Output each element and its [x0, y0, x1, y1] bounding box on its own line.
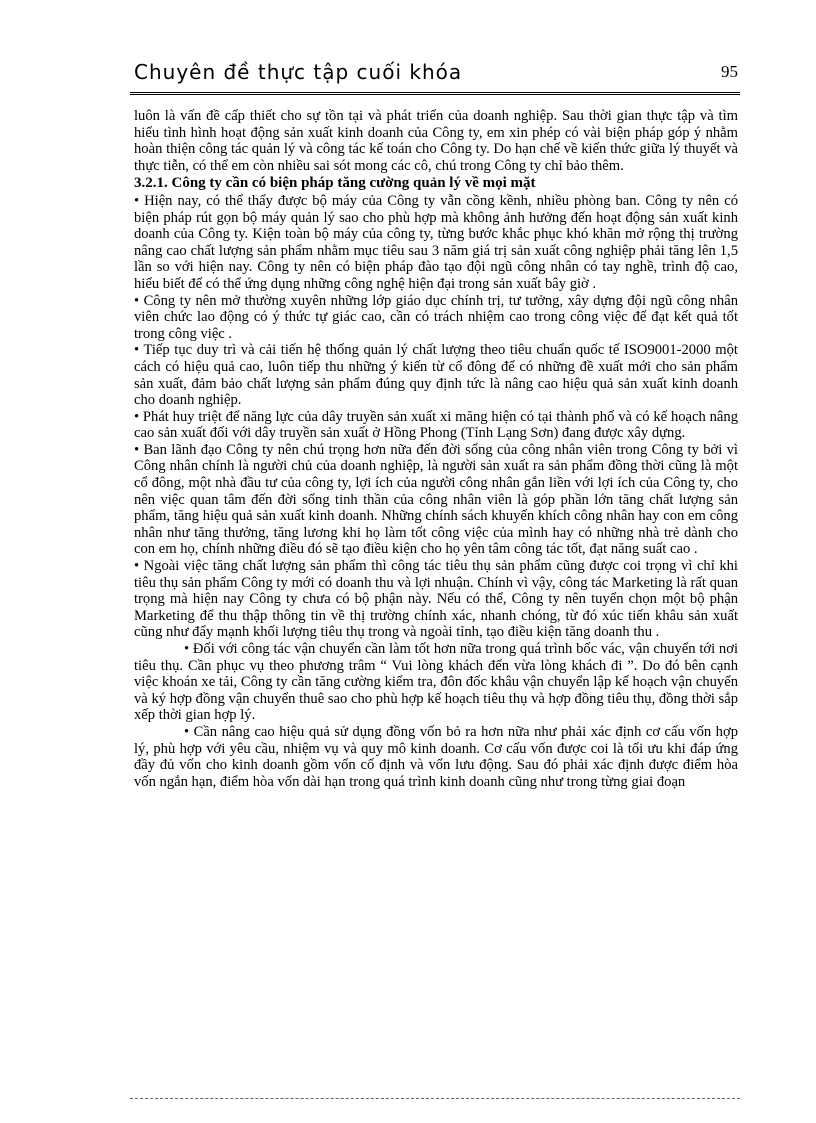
- bullet-paragraph: • Ban lãnh đạo Công ty nên chú trọng hơn nữa đến đời sống của công nhân viên trong Công ty bởi vì Công nhân chính là người chủ của doanh nghiệp, là người sản xuất ra sản phẩm đồng thời cũng là một cổ đông, một nhà đầu tư của công ty, lợi ích của người công nhân gắn liền với lợi ích của Công ty, cho nên việc quan tâm đến đời sống tinh thần của công nhân viên là góp phần lớn tăng chất lượng sản phẩm, tăng hiệu quả sản xuất kinh doanh. Những chính sách khuyến khích công nhân hay con em công nhân như tăng thưởng, tăng lương khi họ làm tốt công việc của mình hay có những nhà trẻ dành cho con em họ, chính những điều đó sẽ tạo điều kiện cho họ yên tâm công tác tốt, đạt năng suất cao .: [134, 441, 738, 558]
- indented-bullet-paragraph: • Đối với công tác vận chuyển cần làm tốt hơn nữa trong quá trình bốc vác, vận chuyển tới nơi tiêu thụ. Cần phục vụ theo phương trâm “ Vui lòng khách đến vừa lòng khách đi ”. Do đó bên cạnh việc khoán xe tải, Công ty cần tăng cường kiểm tra, đôn đốc khâu vận chuyển lập kế hoạch vận chuyển và ký hợp đồng vận chuyển thuê sao cho phù hợp kế hoạch tiêu thụ và hợp đồng tiêu thụ, đồng thời sắp xếp thời gian hợp lý.: [134, 641, 738, 724]
- page-header: [130, 58, 740, 95]
- bullet-paragraph: • Ngoài việc tăng chất lượng sản phẩm thì công tác tiêu thụ sản phẩm cũng được coi trọng vì chỉ khi tiêu thụ sản phẩm Công ty mới có doanh thu và lợi nhuận. Chính vì vậy, công tác Marketing là rất quan trọng mà hiện nay Công ty chưa có bộ phận này. Nếu có thể, Công ty nên tuyển chọn một bộ phận Marketing để thu thập thông tin về thị trường chính xác, nhanh chóng, từ đó xúc tiến khâu sản xuất cũng như đẩy mạnh khối lượng tiêu thụ trong và ngoài tỉnh, tạo điều kiện tăng doanh thu .: [134, 558, 738, 641]
- header-title: Chuyên đề thực tập cuối khóa: [134, 60, 463, 84]
- intro-paragraph: luôn là vấn đề cấp thiết cho sự tồn tại và phát triển của doanh nghiệp. Sau thời gian thực tập và tìm hiểu tình hình hoạt động sản xuất kinh doanh của Công ty, em xin phép có vài biện pháp góp ý nhằm hoàn thiện công tác quản lý và công tác kế toán cho Công ty. Do hạn chế về kiến thức giữa lý thuyết và thực tiễn, có thể em còn nhiều sai sót mong các cô, chú trong Công ty chỉ bảo thêm.: [134, 108, 738, 174]
- bullet-paragraph: • Tiếp tục duy trì và cải tiến hệ thống quản lý chất lượng theo tiêu chuẩn quốc tế ISO9001-2000 một cách có hiệu quả cao, luôn tiếp thu những ý kiến từ cổ đông để có những đề xuất mới cho sản phẩm sản xuất, đảm bảo chất lượng sản phẩm đúng quy định tức là nâng cao hiệu quả sản xuất kinh doanh cho doanh nghiệp.: [134, 342, 738, 409]
- indented-bullet-paragraph: • Cần nâng cao hiệu quả sử dụng đồng vốn bỏ ra hơn nữa như phải xác định cơ cấu vốn hợp lý, phù hợp với yêu cầu, nhiệm vụ và quy mô kinh doanh. Cơ cấu vốn được coi là tối ưu khi đáp ứng đầy đủ vốn cho kinh doanh gồm vốn cố định và vốn lưu động. Sau đó phải xác định được điểm hòa vốn ngắn hạn, điểm hòa vốn dài hạn trong quá trình kinh doanh cũng như trong từng giai đoạn: [134, 723, 738, 790]
- bullet-paragraph: • Công ty nên mở thường xuyên những lớp giáo dục chính trị, tư tưởng, xây dựng đội ngũ công nhân viên chức lao động có ý thức tự giác cao, cần có trách nhiệm cao trong công việc để đạt kết quả tốt trong công việc .: [134, 292, 738, 342]
- page-number: 95: [721, 62, 738, 81]
- page-content: [134, 108, 738, 790]
- footer-divider: [130, 1098, 740, 1099]
- section-heading: 3.2.1. Công ty cần có biện pháp tăng cường quản lý về mọi mặt: [134, 175, 536, 192]
- bullet-paragraph: • Phát huy triệt để năng lực của dây truyền sản xuất xi măng hiện có tại thành phố và có kế hoạch nâng cao sản xuất đối với dây truyền sản xuất ở Hồng Phong (Tỉnh Lạng Sơn) đang được xây dựng.: [134, 408, 738, 442]
- bullet-paragraph: • Hiện nay, có thể thấy được bộ máy của Công ty vẫn cồng kềnh, nhiều phòng ban. Công ty nên có biện pháp rút gọn bộ máy quản lý sao cho phù hợp mà không ảnh hưởng đến hoạt động sản xuất kinh doanh của Công ty. Kiện toàn bộ máy của công ty, từng bước khắc phục khó khăn mở rộng thị trường nâng cao chất lượng sản phẩm nhằm mục tiêu sau 3 năm giá trị sản xuất công nghiệp phải tăng lên 1,5 lần so với hiện nay. Công ty nên có biện pháp đào tạo đội ngũ công nhân có tay nghề, trình độ cao, hiểu biết để có thể ứng dụng những công nghệ hiện đại trong sản xuất bây giờ .: [134, 192, 738, 292]
